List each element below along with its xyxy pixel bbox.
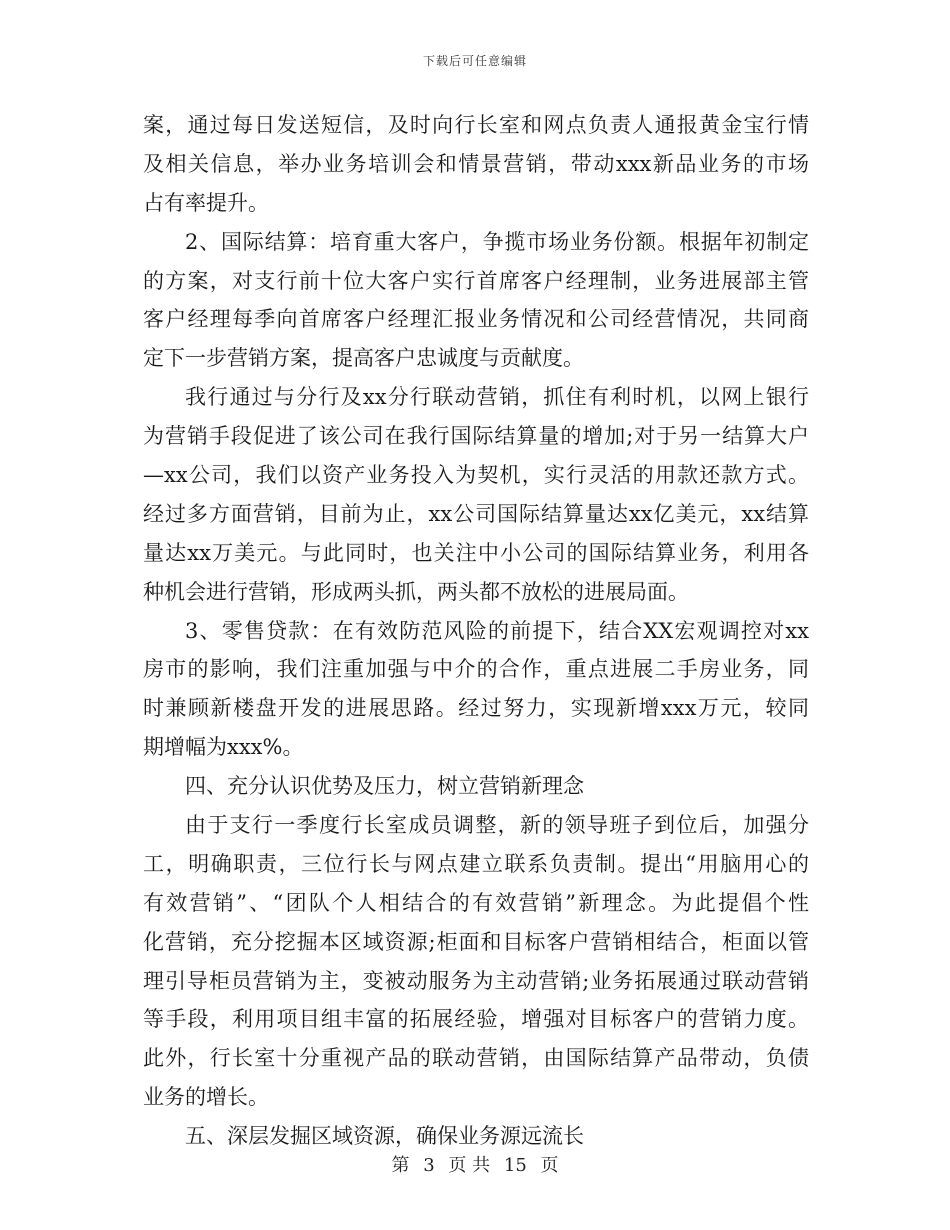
body-line: 四、充分认识优势及压力，树立营销新理念 (185, 774, 584, 799)
body-line: 定下一步营销方案，提高客户忠诚度与贡献度。 (143, 346, 584, 371)
footer-mid: 页 共 (448, 1155, 491, 1176)
body-line: 案，通过每日发送短信，及时向行长室和网点负责人通报黄金宝行情 (143, 113, 809, 137)
body-line: 时兼顾新楼盘开发的进展思路。经过努力，实现新增xxx万元，较同 (143, 696, 809, 721)
body-line: 经过多方面营销，目前为止，xx公司国际结算量达xx亿美元，xx结算 (143, 501, 809, 526)
body-line: 占有率提升。 (143, 190, 269, 215)
body-line: 理引导柜员营销为主，变被动服务为主动营销;业务拓展通过联动营销 (143, 968, 809, 993)
body-line: 2、国际结算：培育重大客户，争揽市场业务份额。根据年初制定 (185, 229, 809, 254)
footer-suffix: 页 (540, 1155, 559, 1176)
page-header-note: 下载后可任意编辑 (422, 54, 527, 68)
body-line: 的方案，对支行前十位大客户实行首席客户经理制，业务进展部主管 (143, 268, 809, 293)
body-line: —xx公司，我们以资产业务投入为契机，实行灵活的用款还款方式。 (143, 463, 809, 488)
body-line: 3、零售贷款：在有效防范风险的前提下，结合XX宏观调控对xx (185, 618, 809, 643)
body-line: 量达xx万美元。与此同时，也关注中小公司的国际结算业务，利用各 (143, 540, 809, 565)
body-line: 我行通过与分行及xx分行联动营销，抓住有利时机，以网上银行 (185, 385, 809, 410)
body-line: 由于支行一季度行长室成员调整，新的领导班子到位后，加强分 (185, 813, 809, 838)
body-line: 客户经理每季向首席客户经理汇报业务情况和公司经营情况，共同商 (143, 307, 809, 332)
footer-total-pages: 15 (503, 1155, 527, 1176)
page-footer (0, 1151, 950, 1177)
body-line: 及相关信息，举办业务培训会和情景营销，带动xxx新品业务的市场 (143, 151, 809, 176)
body-line: 化营销，充分挖掘本区域资源;柜面和目标客户营销相结合，柜面以管 (143, 929, 809, 954)
body-line: 业务的增长。 (143, 1085, 269, 1110)
body-line: 为营销手段促进了该公司在我行国际结算量的增加;对于另一结算大户 (143, 424, 809, 449)
document-body (143, 106, 809, 1156)
footer-current-page: 3 (423, 1155, 435, 1176)
body-line: 有效营销”、“团队个人相结合的有效营销”新理念。为此提倡个性 (143, 890, 809, 915)
footer-prefix: 第 (391, 1155, 410, 1176)
body-line: 工，明确职责，三位行长与网点建立联系负责制。提出“用脑用心的 (143, 851, 809, 876)
body-line: 等手段，利用项目组丰富的拓展经验，增强对目标客户的营销力度。 (143, 1007, 809, 1032)
body-line: 五、深层发掘区域资源，确保业务源远流长 (185, 1124, 584, 1149)
body-line: 房市的影响，我们注重加强与中介的合作，重点进展二手房业务，同 (143, 657, 809, 682)
body-line: 期增幅为xxx%。 (143, 735, 304, 760)
body-line: 此外，行长室十分重视产品的联动营销，由国际结算产品带动，负债 (143, 1046, 809, 1071)
body-line: 种机会进行营销，形成两头抓，两头都不放松的进展局面。 (143, 579, 689, 604)
